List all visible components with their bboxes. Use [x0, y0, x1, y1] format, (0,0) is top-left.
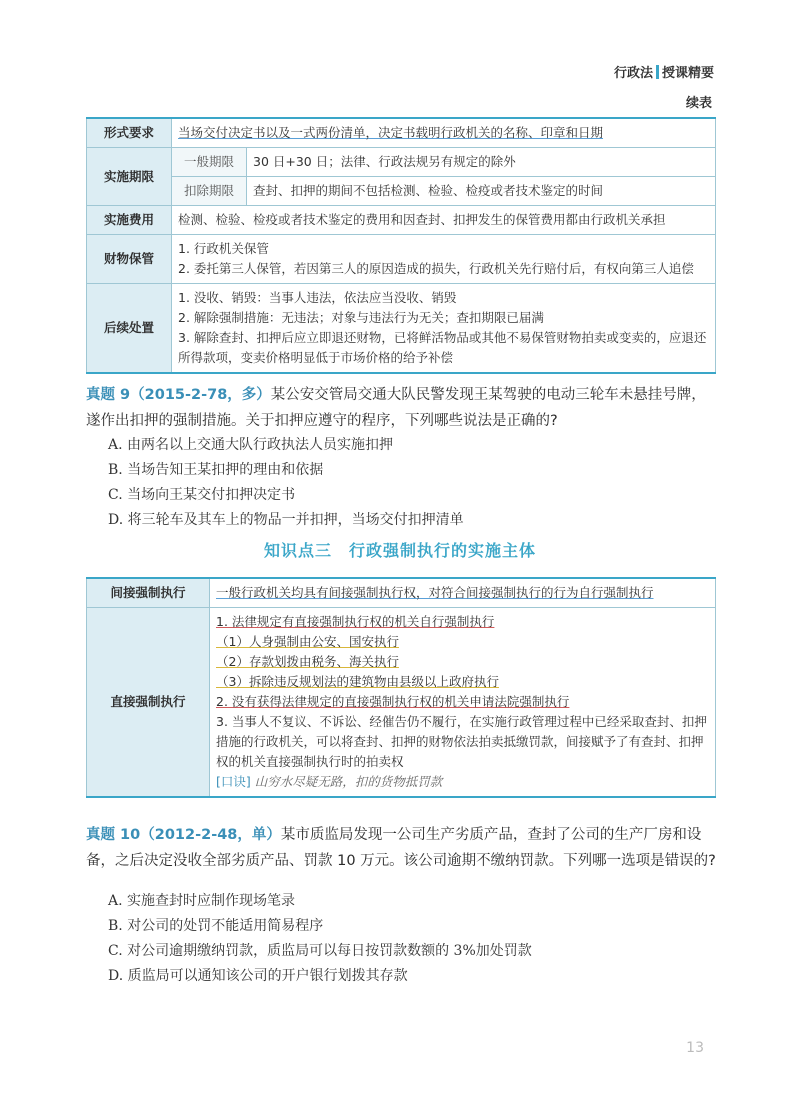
mnemonic-label: [口诀] — [216, 774, 251, 789]
row-value — [172, 235, 716, 284]
question-text: 某市质监局发现一公司生产劣质产品，查封了公司的生产厂房和设备，之后决定没收全部劣质产品、罚款 10 万元。该公司逾期不缴纳罚款。下列哪一选项是错误的? — [86, 827, 716, 869]
enforcement-subject-table — [86, 577, 716, 798]
list-item: 1. 法律规定有直接强制执行权的机关自行强制执行 — [216, 614, 495, 629]
row-value — [210, 578, 716, 608]
option-d: D. 质监局可以通知该公司的开户银行划拨其存款 — [108, 968, 408, 984]
row-key: 财物保管 — [87, 235, 172, 284]
row-value — [210, 608, 716, 798]
sub-key: 扣除期限 — [172, 177, 247, 206]
row-key: 直接强制执行 — [87, 608, 210, 798]
continued-label: 续表 — [685, 96, 712, 111]
header-divider — [656, 65, 659, 79]
option-a: A. 实施查封时应制作现场笔录 — [108, 893, 296, 909]
row-value: 检测、检验、检疫或者技术鉴定的费用和因查封、扣押发生的保管费用都由行政机关承担 — [172, 206, 716, 235]
question-text: 某公安交管局交通大队民警发现王某驾驶的电动三轮车未悬挂号牌，遂作出扣押的强制措施。关于扣押应遵守的程序，下列哪些说法是正确的? — [86, 387, 706, 429]
table-row — [87, 284, 716, 374]
running-header — [614, 62, 714, 81]
list-item: 2. 没有获得法律规定的直接强制执行权的机关申请法院强制执行 — [216, 694, 570, 709]
procedure-table — [86, 117, 716, 374]
list-item: （3）拆除违反规划法的建筑物由县级以上政府执行 — [216, 674, 499, 689]
list-item: 3. 解除查封、扣押后应立即退还财物，已将鲜活物品或其他不易保管财物拍卖或变卖的，应退还所得款项，变卖价格明显低于市场价格的给予补偿 — [178, 330, 707, 365]
list-item: 1. 行政机关保管 — [178, 241, 269, 256]
option-c: C. 当场向王某交付扣押决定书 — [108, 487, 296, 503]
mnemonic — [216, 772, 709, 792]
row-key: 实施费用 — [87, 206, 172, 235]
header-subject: 行政法 — [613, 66, 653, 81]
question-heading: 真题 10（2012-2-48，单） — [86, 827, 281, 843]
option-d: D. 将三轮车及其车上的物品一并扣押，当场交付扣押清单 — [108, 512, 464, 528]
table-row — [87, 206, 716, 235]
question-10 — [86, 822, 716, 874]
table-row — [87, 578, 716, 608]
list-item: （1）人身强制由公安、国安执行 — [216, 634, 399, 649]
row-value: 查封、扣押的期间不包括检测、检验、检疫或者技术鉴定的时间 — [247, 177, 716, 206]
row-key: 间接强制执行 — [87, 578, 210, 608]
question-9 — [86, 382, 716, 434]
row-text: 一般行政机关均具有间接强制执行权，对符合间接强制执行的行为自行强制执行 — [216, 585, 654, 600]
table-row — [87, 608, 716, 798]
row-text: 当场交付决定书以及一式两份清单，决定书载明行政机关的名称、印章和日期 — [178, 125, 604, 140]
question-heading: 真题 9（2015-2-78，多） — [86, 387, 271, 403]
sub-key: 一般期限 — [172, 148, 247, 177]
option-b: B. 对公司的处罚不能适用简易程序 — [108, 918, 324, 934]
row-value — [172, 118, 716, 148]
option-a: A. 由两名以上交通大队行政执法人员实施扣押 — [108, 437, 394, 453]
table-row — [87, 235, 716, 284]
list-item: （2）存款划拨由税务、海关执行 — [216, 654, 399, 669]
list-item: 2. 委托第三人保管，若因第三人的原因造成的损失，行政机关先行赔付后，有权向第三人追偿 — [178, 261, 694, 276]
row-value — [172, 284, 716, 374]
list-item: 2. 解除强制措施：无违法；对象与违法行为无关；查扣期限已届满 — [178, 310, 544, 325]
table-row — [87, 148, 716, 177]
list-item: 1. 没收、销毁：当事人违法，依法应当没收、销毁 — [178, 290, 457, 305]
header-section: 授课精要 — [661, 66, 714, 81]
section-title: 知识点三 行政强制执行的实施主体 — [263, 541, 536, 560]
row-key: 实施期限 — [87, 148, 172, 206]
mnemonic-text: 山穷水尽疑无路，扣的货物抵罚款 — [254, 774, 443, 789]
table-row — [87, 177, 716, 206]
list-item: 3. 当事人不复议、不诉讼、经催告仍不履行，在实施行政管理过程中已经采取查封、扣押措施的行政机关，可以将查封、扣押的财物依法拍卖抵缴罚款，间接赋予了有查封、扣押权的机关直接强制执行时的拍卖权 — [216, 714, 707, 769]
row-key: 后续处置 — [87, 284, 172, 374]
option-c: C. 对公司逾期缴纳罚款，质监局可以每日按罚款数额的 3%加处罚款 — [108, 943, 532, 959]
row-key: 形式要求 — [87, 118, 172, 148]
option-b: B. 当场告知王某扣押的理由和依据 — [108, 462, 324, 478]
page-number: 13 — [686, 1040, 704, 1056]
table-row — [87, 118, 716, 148]
row-value: 30 日+30 日；法律、行政法规另有规定的除外 — [247, 148, 716, 177]
